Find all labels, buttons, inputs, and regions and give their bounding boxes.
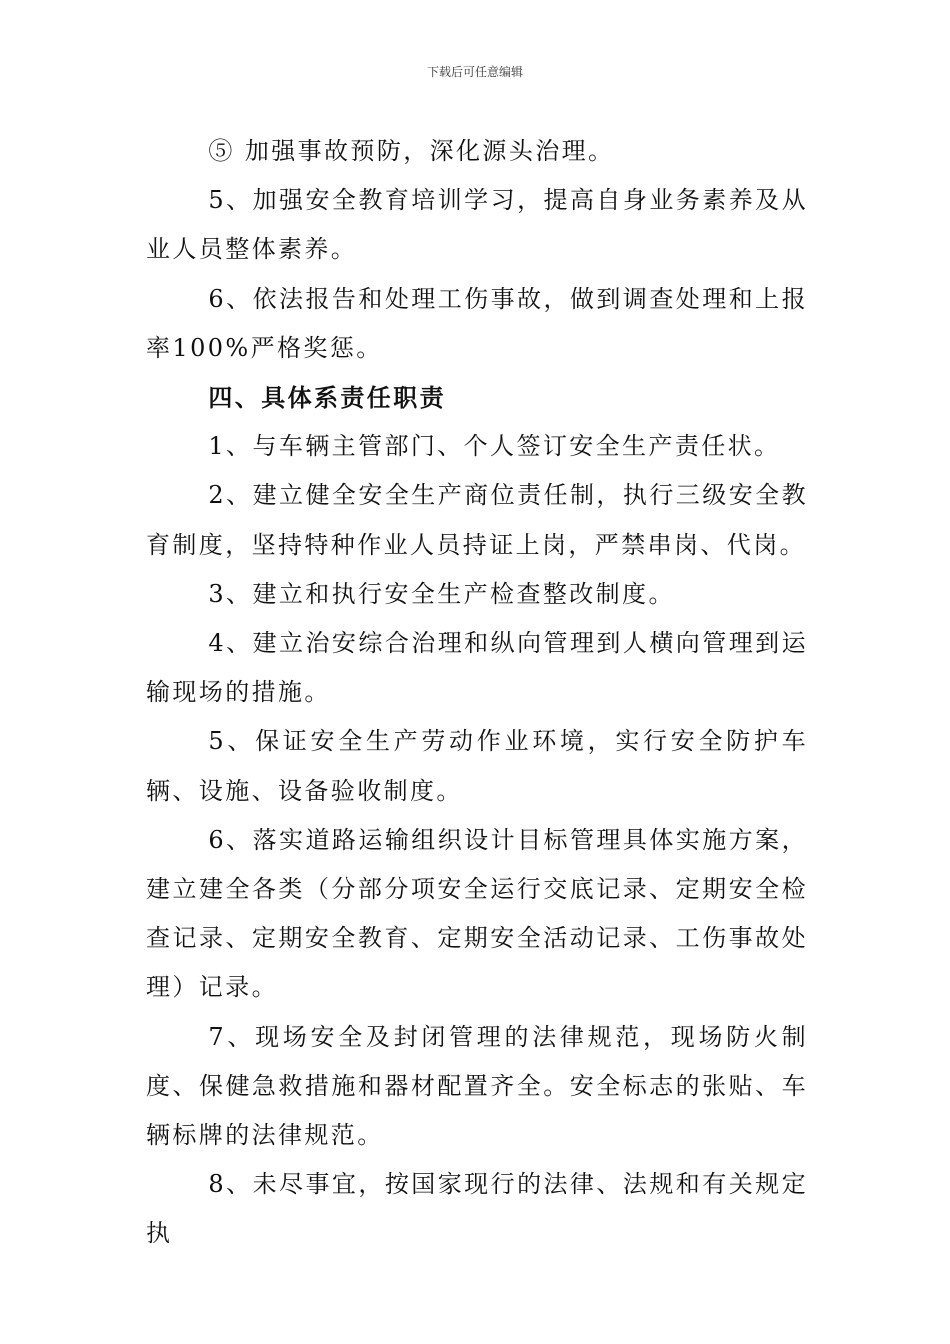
- paragraph-4-security-management: 4、建立治安综合治理和纵向管理到人横向管理到运输现场的措施。: [146, 629, 808, 707]
- paragraph-1-responsibility-agreement: 1、与车辆主管部门、个人签订安全生产责任状。: [208, 432, 781, 461]
- paragraph-item-5-prevention: ⑤ 加强事故预防，深化源头治理。: [208, 137, 615, 165]
- paragraph-5-work-environment: 5、保证安全生产劳动作业环境，实行安全防护车辆、设施、设备验收制度。: [146, 727, 808, 805]
- page-header: 下载后可任意编辑: [426, 65, 523, 79]
- paragraph-5-education-training: 5、加强安全教育培训学习，提高自身业务素养及从业人员整体素养。: [146, 186, 808, 264]
- paragraph-6-injury-reporting: 6、依法报告和处理工伤事故，做到调查处理和上报率100%严格奖惩。: [146, 284, 808, 362]
- section-heading-4: 四、具体系责任职责: [208, 383, 446, 413]
- paragraph-8-other-matters: 8、未尽事宜，按国家现行的法律、法规和有关规定执: [146, 1170, 808, 1248]
- paragraph-3-inspection: 3、建立和执行安全生产检查整改制度。: [208, 579, 675, 608]
- paragraph-7-site-safety: 7、现场安全及封闭管理的法律规范，现场防火制度、保健急救措施和器材配置齐全。安全标志的张贴、车辆标牌的法律规范。: [146, 1022, 808, 1150]
- paragraph-6-records: 6、落实道路运输组织设计目标管理具体实施方案，建立建全各类（分部分项安全运行交底记录、定期安全检查记录、定期安全教育、定期安全活动记录、工伤事故处理）记录。: [146, 825, 808, 1002]
- paragraph-2-responsibility-system: 2、建立健全安全生产商位责任制，执行三级安全教育制度，坚持特种作业人员持证上岗，严禁串岗、代岗。: [146, 481, 808, 559]
- document-body: [146, 127, 808, 1259]
